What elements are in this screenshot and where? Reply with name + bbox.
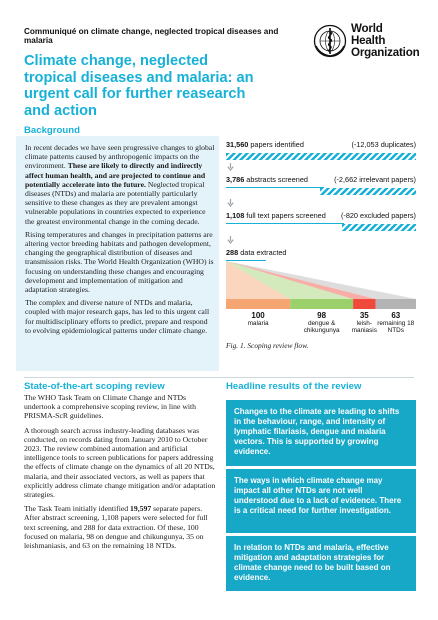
flow-step-4-text: data extracted bbox=[240, 248, 287, 257]
topic-breakdown-chart bbox=[226, 261, 416, 309]
segment-text-0: malaria bbox=[247, 320, 269, 327]
segment-bar-0 bbox=[226, 299, 290, 309]
segment-label-3 bbox=[376, 311, 416, 335]
flow-step-1 bbox=[226, 140, 416, 152]
segment-value-3: 63 bbox=[391, 311, 401, 320]
arrow-down-icon bbox=[227, 236, 234, 244]
figure-caption: Fig. 1. Scoping review flow. bbox=[226, 341, 309, 350]
background-text bbox=[25, 143, 215, 339]
flow-step-1-num: 31,560 bbox=[226, 140, 249, 149]
flow-step-4-num: 288 bbox=[226, 248, 239, 257]
who-wordmark-line1: World Health bbox=[351, 22, 386, 47]
result-box-3: In relation to NTDs and malaria, effective mitigation and adaptation strategies for climate change need to be built based on evidence. bbox=[226, 536, 416, 591]
result-box-2: The ways in which climate change may impact all other NTDs are not well understood due to a lack of evidence. There is a critical need for further investigation. bbox=[226, 469, 416, 533]
scoping-heading: State-of-the-art scoping review bbox=[24, 381, 165, 392]
background-p1-a: In recent decades we have seen progressive changes to global climate patterns caused by anthropogenic impacts on the environment. bbox=[25, 143, 215, 171]
background-heading: Background bbox=[24, 125, 80, 136]
flow-step-1-bar bbox=[226, 153, 416, 160]
who-logo bbox=[313, 22, 420, 60]
scoping-p3-b: separate papers. After abstract screening, 1,108 papers were selected for full text screening, and 288 for data extraction. Of these, 100 focused on malaria, 98 on dengue and chikungunya, 35 on leishmaniasis, and 63 on the remaining 18 NTDs. bbox=[24, 504, 208, 551]
flow-step-1-text: papers identified bbox=[250, 140, 304, 149]
who-emblem-icon bbox=[313, 24, 347, 58]
flow-step-3-line bbox=[226, 223, 344, 224]
scoping-p3-num: 19,597 bbox=[130, 504, 152, 514]
segment-value-2: 35 bbox=[359, 311, 369, 320]
segment-value-0: 100 bbox=[251, 311, 265, 320]
segment-label-0 bbox=[226, 311, 290, 327]
flow-step-3-label bbox=[226, 211, 326, 220]
arrow-down-icon bbox=[227, 199, 234, 207]
segment-label-1 bbox=[290, 311, 353, 335]
flow-step-4-label bbox=[226, 248, 286, 257]
segment-bar-1 bbox=[290, 299, 353, 309]
segment-text-1: dengue & chikungunya bbox=[303, 320, 340, 335]
flow-step-1-aside: (-12,053 duplicates) bbox=[351, 140, 416, 149]
background-p1-bold: These are likely to directly and indirectly affect human health, and are projected to continue and potentially accelerate into the future. bbox=[25, 161, 206, 189]
results-heading: Headline results of the review bbox=[226, 381, 362, 392]
scoping-paragraph-2: A thorough search across industry-leading databases was conducted, on records dating from January 2010 to October 2023. The review combined automation and artificial intelligence tools to screen publications for papers addressing the effects of climate change on the dynamics of all 20 NTDs, malaria, and their associated vectors, as well as papers that explicitly address climate change mitigation and/or adaptation strategies. bbox=[24, 425, 216, 500]
segment-text-3: remaining 18 NTDs bbox=[377, 320, 415, 335]
who-wordmark-line2: Organization bbox=[351, 46, 420, 59]
topic-segments bbox=[226, 261, 416, 309]
flow-step-2-num: 3,786 bbox=[226, 175, 245, 184]
flow-step-2-aside: (-2,662 irrelevant papers) bbox=[334, 175, 416, 184]
result-box-1: Changes to the climate are leading to shifts in the behaviour, range, and intensity of lymphatic filariasis, dengue and malaria vectors. This is supported by growing evidence. bbox=[226, 400, 416, 466]
arrow-down-icon bbox=[227, 163, 234, 171]
segment-bar-3 bbox=[376, 299, 416, 309]
flow-step-2-text: abstracts screened bbox=[246, 175, 308, 184]
background-paragraph-2: Rising temperatures and changes in precipitation patterns are altering vector breeding habitats and pathogen development, changing the geographical distribution of diseases and transmission risks. The World Health Organization (WHO) is focusing on understanding these changes and encouraging development and implementation of mitigation and adaptation strategies. bbox=[25, 229, 214, 295]
flow-step-3-text: full text papers screened bbox=[246, 211, 326, 220]
page-title: Climate change, neglected tropical diseases and malaria: an urgent call for further reasearch and action bbox=[24, 53, 254, 119]
who-wordmark bbox=[351, 23, 419, 59]
flow-step-1-label bbox=[226, 140, 304, 149]
segment-value-1: 98 bbox=[317, 311, 327, 320]
scoping-text bbox=[24, 393, 216, 555]
flow-step-3 bbox=[226, 211, 416, 223]
flow-step-2 bbox=[226, 175, 416, 187]
scoping-paragraph-1: The WHO Task Team on Climate Change and NTDs undertook a comprehensive scoping review, in line with PRISMA-ScR guidelines. bbox=[24, 393, 196, 421]
flow-step-3-aside: (-820 excluded papers) bbox=[340, 211, 416, 220]
flow-step-3-bar bbox=[342, 224, 416, 231]
scoping-paragraph-3 bbox=[24, 504, 216, 550]
segment-text-2: leish-maniasis bbox=[351, 320, 377, 335]
background-paragraph-1 bbox=[25, 143, 215, 226]
scoping-p3-a: The Task Team initially identified bbox=[24, 504, 129, 514]
flow-step-3-num: 1,108 bbox=[226, 211, 245, 220]
segment-bar-2 bbox=[353, 299, 375, 309]
section-divider bbox=[24, 377, 414, 378]
flow-step-4 bbox=[226, 248, 416, 260]
background-p1-c: Neglected tropical diseases (NTDs) and malaria are potentially particularly sensitive to these changes as they are prevalent amongst vulnerable populations in countries expected to experience the greatest environmental change in the coming decade. bbox=[25, 179, 206, 226]
flow-step-2-label bbox=[226, 175, 308, 184]
background-paragraph-3: The complex and diverse nature of NTDs and malaria, coupled with major research gaps, has led to this urgent call for multidisciplinary efforts to predict, prepare and respond to evolving epidemiological patterns under climate change. bbox=[25, 298, 210, 335]
header-strip: Communiqué on climate change, neglected tropical diseases and malaria bbox=[24, 27, 279, 45]
flow-step-2-bar bbox=[320, 188, 416, 195]
flow-step-2-line bbox=[226, 187, 324, 188]
